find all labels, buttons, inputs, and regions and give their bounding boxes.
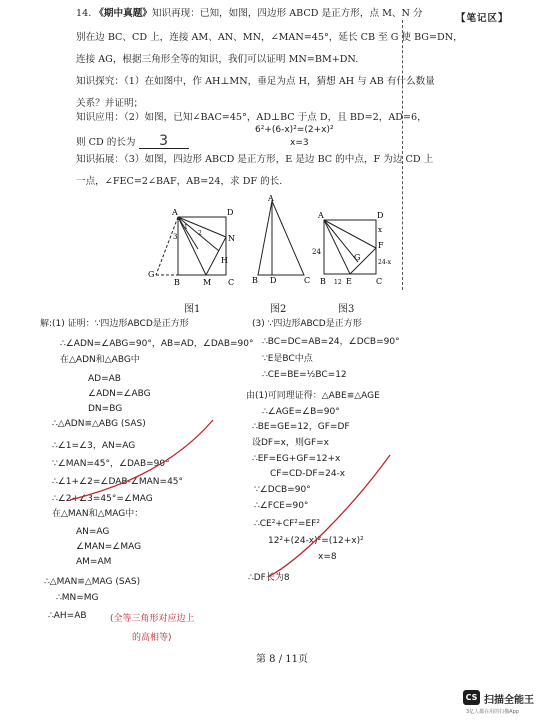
grading-tick-left — [70, 420, 213, 500]
fig3-label-C: C — [376, 277, 383, 286]
figure-1-label: 图1 — [184, 304, 201, 315]
question-line-0: 知识再现：已知，如图，四边形 ABCD 是正方形，点 M、N 分 — [151, 8, 423, 19]
sol-right-line-15: ∴DF长为8 — [248, 573, 290, 583]
fig1-mark-1: 1 — [184, 224, 188, 231]
sol-left-line-11: 在△MAN和△MAG中： — [52, 509, 144, 519]
sol-left-note-2: 的高相等) — [132, 633, 172, 643]
sol-left-line-8: ∵∠MAN=45°，∠DAB=90° — [52, 459, 170, 469]
fig3-mark-12: 12 — [334, 279, 342, 286]
answer-blank: 3 — [139, 134, 189, 149]
sol-right-line-5: ∴∠AGE=∠B=90° — [262, 407, 340, 417]
fig3-label-E: E — [346, 277, 352, 286]
page-number: 第 8 / 11页 — [256, 654, 308, 665]
sol-right-line-9: CF=CD-DF=24-x — [270, 469, 346, 479]
scanner-logo-icon: CS — [463, 690, 480, 705]
fig3-label-A: A — [318, 211, 324, 220]
fig3-mark-24-x: 24-x — [378, 259, 392, 266]
figure-3-label: 图3 — [338, 304, 355, 315]
fig1-mark-3: 3 — [173, 233, 178, 241]
fig3-label-B: B — [320, 277, 326, 286]
fig2-label-D: D — [270, 276, 277, 285]
fig2-label-A: A — [268, 195, 274, 203]
question-line-5: 知识应用：（2）如图，已知∠BAC=45°，AD⊥BC 于点 D，且 BD=2，AD=6， — [76, 112, 427, 123]
question-line-6: 则 CD 的长为 3 — [76, 134, 189, 149]
fig1-label-D: D — [227, 208, 234, 217]
sol-left-line-4: ∠ADN=∠ABG — [88, 389, 151, 399]
margin-calc-equation: 6²+(6-x)²=(2+x)² — [255, 125, 334, 135]
question-line-2: 连接 AG，根据三角形全等的知识，我们可以证明 MN=BM+DN. — [76, 54, 359, 65]
fig1-label-M: M — [203, 278, 212, 285]
fig1-label-B: B — [174, 278, 180, 285]
question-line-7: 知识拓展：（3）如图，四边形 ABCD 是正方形，E 是边 BC 的中点，F 为边 CD 上 — [76, 154, 434, 165]
sol-left-line-6: ∴△ADN≌△ABG (SAS) — [52, 419, 146, 429]
sol-right-line-3: ∴CE=BE=½BC=12 — [262, 370, 347, 380]
sol-left-line-12: AN=AG — [76, 527, 110, 537]
fig2-label-C: C — [304, 276, 311, 285]
sol-left-line-5: DN=BG — [88, 404, 123, 414]
sol-left-line-3: AD=AB — [88, 374, 121, 384]
question-line-4: 关系？并证明； — [76, 98, 144, 109]
fig1-label-G: G — [148, 270, 155, 279]
sol-left-line-9: ∴∠1+∠2=∠DAB-∠MAN=45° — [52, 477, 184, 487]
sol-right-line-6: ∴BE=GE=12，GF=DF — [252, 422, 350, 432]
fig1-label-A: A — [172, 208, 178, 217]
question-line-8: 一点，∠FEC=2∠BAF，AB=24，求 DF 的长. — [76, 176, 283, 187]
sol-right-line-2: ∵E是BC中点 — [262, 354, 313, 364]
sol-right-line-0: (3) ∵四边形ABCD是正方形 — [252, 319, 362, 329]
sol-left-line-14: AM=AM — [76, 557, 112, 567]
sol-left-line-13: ∠MAN=∠MAG — [76, 542, 142, 552]
sol-right-line-10: ∵∠DCB=90° — [254, 485, 311, 495]
question-line-3: 知识探究：（1）在如图中，作 AH⊥MN，垂足为点 H，猜想 AH 与 AB 有什么数量 — [76, 76, 435, 87]
fig1-label-C: C — [228, 278, 235, 285]
fig3-mark-24: 24 — [312, 248, 321, 256]
scanner-brand: 扫描全能王 — [484, 695, 534, 706]
sol-right-line-8: ∴EF=EG+GF=12+x — [252, 454, 341, 464]
sol-left-line-16: ∴MN=MG — [56, 593, 99, 603]
fig3-mark-x: x — [378, 226, 382, 234]
figure-2-label: 图2 — [270, 304, 287, 315]
sol-right-line-14: x=8 — [318, 552, 337, 562]
sol-left-line-0: 解:(1) 证明：∵四边形ABCD是正方形 — [40, 319, 189, 329]
question-number: 14. — [76, 8, 92, 19]
fig3-label-F: F — [378, 241, 384, 250]
margin-calc-result: x=3 — [290, 138, 309, 148]
notes-area-title: 【笔记区】 — [456, 13, 509, 24]
question-line-1: 别在边 BC、CD 上，连接 AM、AN、MN，∠MAN=45°，延长 CB 至 G 使 BG=DN， — [76, 32, 463, 43]
sol-left-line-17: ∴AH=AB — [48, 611, 87, 621]
sol-left-line-2: 在△ADN和△ABG中 — [60, 355, 140, 365]
sol-left-line-7: ∴∠1=∠3，AN=AG — [52, 441, 136, 451]
fig3-label-G: G — [354, 253, 361, 262]
sol-right-line-11: ∴∠FCE=90° — [254, 501, 309, 511]
question-source: 《期中真题》 — [94, 8, 152, 19]
sol-right-line-7: 设DF=x，则GF=x — [252, 438, 329, 448]
fig2-label-B: B — [252, 276, 258, 285]
sol-right-line-12: ∴CE²+CF²=EF² — [254, 519, 320, 529]
fig1-mark-2: 2 — [198, 230, 202, 237]
sol-right-line-1: ∴BC=DC=AB=24，∠DCB=90° — [262, 337, 400, 347]
fig1-label-N: N — [228, 234, 235, 243]
sol-left-note-1: (全等三角形对应边上 — [110, 614, 195, 624]
sol-left-line-1: ∴∠ADN=∠ABG=90°，AB=AD，∠DAB=90° — [60, 339, 254, 349]
fig3-label-D: D — [377, 211, 384, 220]
sol-left-line-10: ∴∠2+∠3=45°=∠MAG — [52, 494, 153, 504]
sol-left-line-15: ∴△MAN≌△MAG (SAS) — [44, 577, 141, 587]
grading-tick-right — [268, 455, 390, 577]
sol-right-line-13: 12²+(24-x)²=(12+x)² — [268, 536, 364, 546]
scanner-tagline: 3亿人都在用的扫描App — [466, 709, 519, 715]
sol-right-line-4: 由(1)可同理证得：△ABE≌△AGE — [246, 391, 380, 401]
fig1-label-H: H — [221, 256, 228, 265]
